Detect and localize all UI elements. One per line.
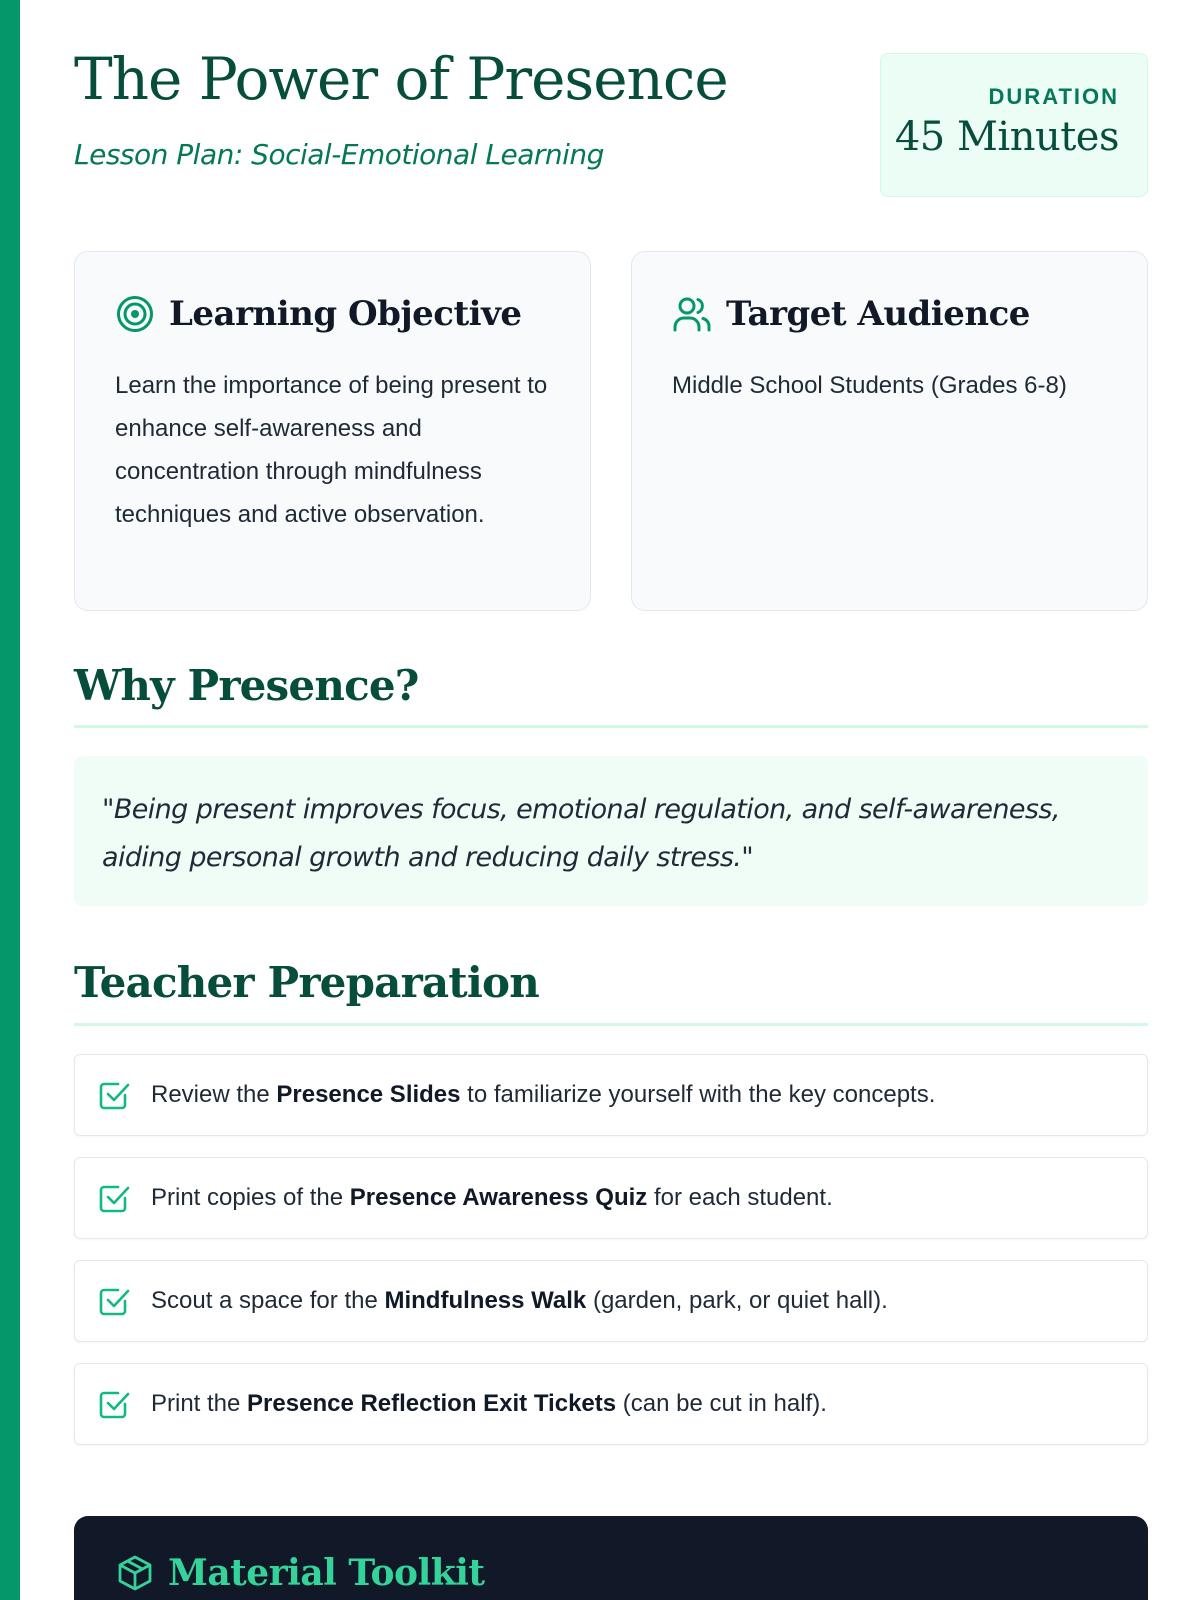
section-heading xyxy=(74,661,1148,728)
page-header xyxy=(74,0,1148,235)
section-heading xyxy=(74,958,1148,1025)
checkbox-checked-icon xyxy=(97,1284,131,1318)
checklist-item xyxy=(74,1260,1148,1342)
checklist-text: Scout a space for the Mindfulness Walk (garden, park, or quiet hall). xyxy=(151,1286,888,1314)
toolkit-title: Material Toolkit xyxy=(168,1552,485,1594)
checklist-text: Print the Presence Reflection Exit Tickets (can be cut in half). xyxy=(151,1389,827,1417)
checklist-item xyxy=(74,1363,1148,1445)
checklist-text: Print copies of the Presence Awareness Quiz for each student. xyxy=(151,1183,833,1211)
section-title: Teacher Preparation xyxy=(74,958,540,1008)
quote-box xyxy=(74,756,1148,906)
checkbox-checked-icon xyxy=(97,1387,131,1421)
lesson-plan xyxy=(74,0,1148,1466)
checklist-item xyxy=(74,1157,1148,1239)
checklist-text: Review the Presence Slides to familiarize yourself with the key concepts. xyxy=(151,1080,936,1108)
why-presence-section xyxy=(74,661,1148,906)
preparation-checklist xyxy=(74,1054,1148,1445)
learning-objective-card xyxy=(74,251,591,611)
card-body: Learn the importance of being present to enhance self-awareness and concentration through mindfulness techniques and active observation. xyxy=(115,372,548,528)
users-icon xyxy=(672,294,712,334)
duration-label: DURATION xyxy=(988,84,1119,109)
checkbox-checked-icon xyxy=(97,1181,131,1215)
checkbox-checked-icon xyxy=(97,1078,131,1112)
target-icon xyxy=(115,294,155,334)
page-title: The Power of Presence xyxy=(74,45,728,113)
accent-bar xyxy=(0,0,20,1600)
card-title: Target Audience xyxy=(726,294,1030,334)
target-audience-card xyxy=(631,251,1148,611)
duration-badge xyxy=(880,53,1148,197)
duration-value: 45 Minutes xyxy=(894,114,1119,160)
page-subtitle: Lesson Plan: Social-Emotional Learning xyxy=(74,138,604,171)
teacher-preparation-section xyxy=(74,958,1148,1444)
section-title: Why Presence? xyxy=(74,661,419,710)
material-toolkit-panel xyxy=(74,1516,1148,1600)
checklist-item xyxy=(74,1054,1148,1136)
package-icon xyxy=(116,1554,154,1592)
toolkit-header xyxy=(116,1552,1106,1594)
card-body: Middle School Students (Grades 6-8) xyxy=(672,372,1067,399)
quote-text: "Being present improves focus, emotional regulation, and self-awareness, aiding personal growth and reducing daily stress." xyxy=(102,794,1060,874)
card-header xyxy=(115,290,550,338)
card-header xyxy=(672,290,1107,338)
card-title: Learning Objective xyxy=(169,294,522,334)
info-cards xyxy=(74,235,1148,607)
